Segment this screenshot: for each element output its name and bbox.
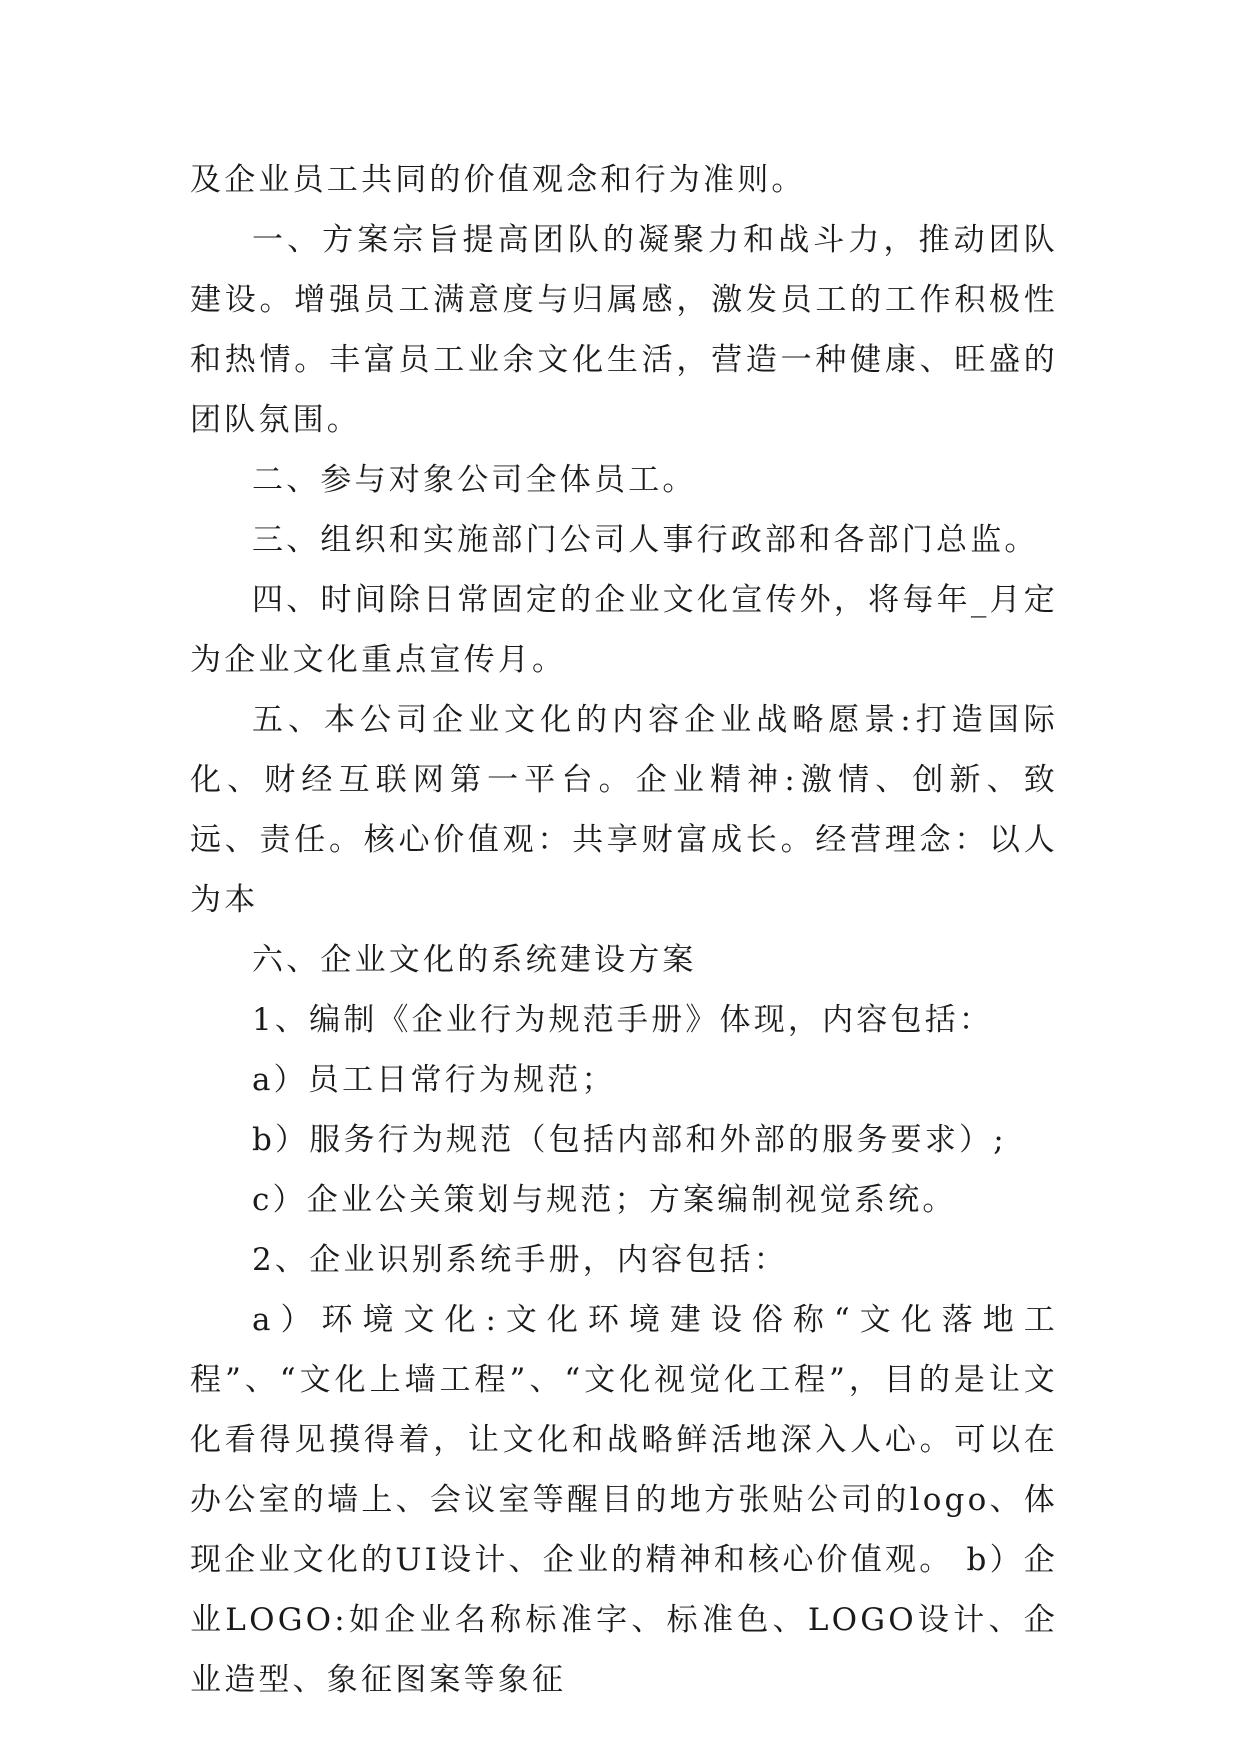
paragraph-7: 六、企业文化的系统建设方案 [252,942,697,978]
paragraph-5: 四、时间除日常固定的企业文化宣传外，将每年_月定为企业文化重点宣传月。 [190,582,1058,678]
paragraph-3: 二、参与对象公司全体员工。 [252,462,697,498]
paragraph-4: 三、组织和实施部门公司人事行政部和各部门总监。 [252,522,1039,558]
document-body [190,150,1058,1710]
paragraph-6: 五、本公司企业文化的内容企业战略愿景:打造国际化、财经互联网第一平台。企业精神:激情、创新、致远、责任。核心价值观：共享财富成长。经营理念：以人为本 [190,702,1058,918]
paragraph-13: a）环境文化:文化环境建设俗称“文化落地工程”、“文化上墙工程”、“文化视觉化工程”，目的是让文化看得见摸得着，让文化和战略鲜活地深入人心。可以在办公室的墙上、会议室等醒目的地方张贴公司的logo、体现企业文化的UI设计、企业的精神和核心价值观。 b）企业LOGO:如企业名称标准字、标准色、LOGO设计、企业造型、象征图案等象征 [190,1302,1058,1698]
paragraph-1: 及企业员工共同的价值观念和行为准则。 [190,162,806,198]
paragraph-11: c）企业公关策划与规范；方案编制视觉系统。 [252,1182,957,1218]
paragraph-2: 一、方案宗旨提高团队的凝聚力和战斗力，推动团队建设。增强员工满意度与归属感，激发员工的工作积极性和热情。丰富员工业余文化生活，营造一种健康、旺盛的团队氛围。 [190,222,1058,438]
paragraph-12: 2、企业识别系统手册，内容包括： [252,1242,788,1278]
paragraph-10: b）服务行为规范（包括内部和外部的服务要求）; [252,1122,1007,1158]
paragraph-8: 1、编制《企业行为规范手册》体现，内容包括： [252,1002,994,1038]
paragraph-9: a）员工日常行为规范； [252,1062,616,1098]
